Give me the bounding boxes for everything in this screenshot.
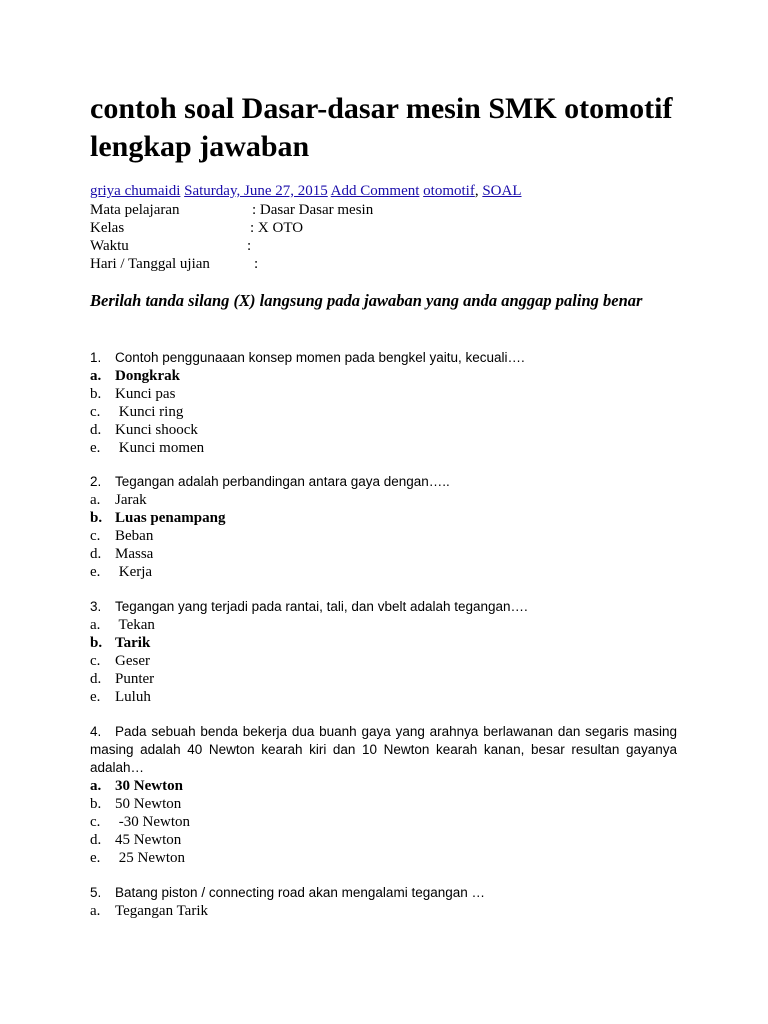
option-letter: b. [90, 796, 102, 812]
option-a[interactable] [90, 616, 677, 634]
meta-row-date [90, 255, 259, 273]
option-text: Tekan [115, 617, 155, 633]
option-text: Kunci momen [115, 440, 205, 456]
post-byline [90, 182, 522, 200]
date-link[interactable]: Saturday, June 27, 2015 [184, 183, 328, 199]
question-number: 5. [90, 885, 102, 900]
question-4 [90, 723, 677, 867]
option-letter: a. [90, 778, 102, 794]
option-letter: a. [90, 492, 101, 508]
question-1 [90, 349, 677, 457]
option-text: Massa [115, 546, 154, 562]
option-text: Kerja [115, 564, 153, 580]
option-text: -30 Newton [115, 814, 190, 830]
option-text: Geser [115, 653, 150, 669]
option-text: Jarak [115, 492, 147, 508]
category-link-soal[interactable]: SOAL [482, 183, 522, 199]
option-b[interactable] [90, 509, 677, 527]
option-d[interactable] [90, 545, 677, 563]
question-2 [90, 473, 677, 581]
option-text: Beban [115, 528, 154, 544]
author-link[interactable]: griya chumaidi [90, 183, 181, 199]
option-a[interactable] [90, 902, 677, 920]
meta-row-subject [90, 201, 374, 219]
question-body: Batang piston / connecting road akan mengalami tegangan … [115, 885, 485, 900]
question-text [90, 473, 677, 491]
option-c[interactable] [90, 403, 677, 421]
question-5 [90, 884, 677, 920]
option-letter: a. [90, 903, 101, 919]
option-letter: e. [90, 440, 101, 456]
option-c[interactable] [90, 527, 677, 545]
meta-row-class [90, 219, 304, 237]
meta-value: : X OTO [250, 220, 304, 236]
option-text: 25 Newton [115, 850, 185, 866]
meta-row-time [90, 237, 252, 255]
option-text: Luluh [115, 689, 151, 705]
option-letter: b. [90, 510, 103, 526]
option-text: Dongkrak [115, 368, 181, 384]
option-text: Punter [115, 671, 155, 687]
option-letter: c. [90, 528, 101, 544]
option-letter: b. [90, 386, 102, 402]
meta-label: Waktu [90, 238, 129, 254]
question-body: Tegangan adalah perbandingan antara gaya dengan….. [115, 474, 450, 489]
question-number: 1. [90, 350, 102, 365]
option-b[interactable] [90, 385, 677, 403]
option-text: Kunci ring [115, 404, 184, 420]
exam-meta [90, 201, 374, 273]
question-body: Pada sebuah benda bekerja dua buanh gaya yang arahnya berlawanan dan segaris masing masing adalah 40 Newton kearah kiri dan 10 Newton kearah kanan, besar resultan gayanya adalah… [90, 724, 677, 775]
option-text: Luas penampang [115, 510, 226, 526]
option-text: Tegangan Tarik [115, 903, 209, 919]
option-letter: d. [90, 671, 102, 687]
option-c[interactable] [90, 813, 677, 831]
instruction-text: Berilah tanda silang (X) langsung pada jawaban yang anda anggap paling benar [90, 291, 643, 310]
option-letter: d. [90, 546, 102, 562]
question-body: Tegangan yang terjadi pada rantai, tali, dan vbelt adalah tegangan…. [115, 599, 528, 614]
meta-label: Kelas [90, 220, 125, 236]
option-a[interactable] [90, 367, 677, 385]
option-c[interactable] [90, 652, 677, 670]
option-a[interactable] [90, 491, 677, 509]
meta-label: Hari / Tanggal ujian [90, 256, 210, 272]
option-text: 50 Newton [115, 796, 182, 812]
meta-value: : [254, 256, 259, 272]
question-text [90, 349, 677, 367]
option-letter: d. [90, 422, 102, 438]
option-e[interactable] [90, 439, 677, 457]
option-e[interactable] [90, 849, 677, 867]
question-body: Contoh penggunaaan konsep momen pada bengkel yaitu, kecuali…. [115, 350, 525, 365]
question-number: 4. [90, 724, 102, 739]
option-d[interactable] [90, 421, 677, 439]
question-3 [90, 598, 677, 706]
add-comment-link[interactable]: Add Comment [330, 183, 420, 199]
question-text [90, 884, 677, 902]
question-text [90, 598, 677, 616]
option-b[interactable] [90, 795, 677, 813]
option-text: Kunci pas [115, 386, 176, 402]
option-letter: e. [90, 689, 101, 705]
option-d[interactable] [90, 831, 677, 849]
question-text [90, 723, 677, 777]
option-text: Tarik [115, 635, 151, 651]
option-letter: c. [90, 653, 101, 669]
option-text: Kunci shoock [115, 422, 198, 438]
option-letter: a. [90, 617, 101, 633]
option-letter: a. [90, 368, 102, 384]
question-number: 3. [90, 599, 102, 614]
option-e[interactable] [90, 688, 677, 706]
option-letter: e. [90, 850, 101, 866]
meta-label: Mata pelajaran [90, 202, 180, 218]
option-a[interactable] [90, 777, 677, 795]
option-b[interactable] [90, 634, 677, 652]
option-letter: b. [90, 635, 103, 651]
option-text: 45 Newton [115, 832, 182, 848]
option-text: 30 Newton [115, 778, 183, 794]
category-separator: , [474, 183, 479, 199]
option-letter: e. [90, 564, 101, 580]
meta-value: : [247, 238, 252, 254]
option-e[interactable] [90, 563, 677, 581]
option-letter: d. [90, 832, 102, 848]
page-title: contoh soal Dasar-dasar mesin SMK otomotif lengkap jawaban [90, 92, 673, 163]
question-number: 2. [90, 474, 102, 489]
category-link-otomotif[interactable]: otomotif [423, 183, 475, 199]
meta-value: : Dasar Dasar mesin [252, 202, 374, 218]
option-letter: c. [90, 404, 101, 420]
option-d[interactable] [90, 670, 677, 688]
option-letter: c. [90, 814, 101, 830]
